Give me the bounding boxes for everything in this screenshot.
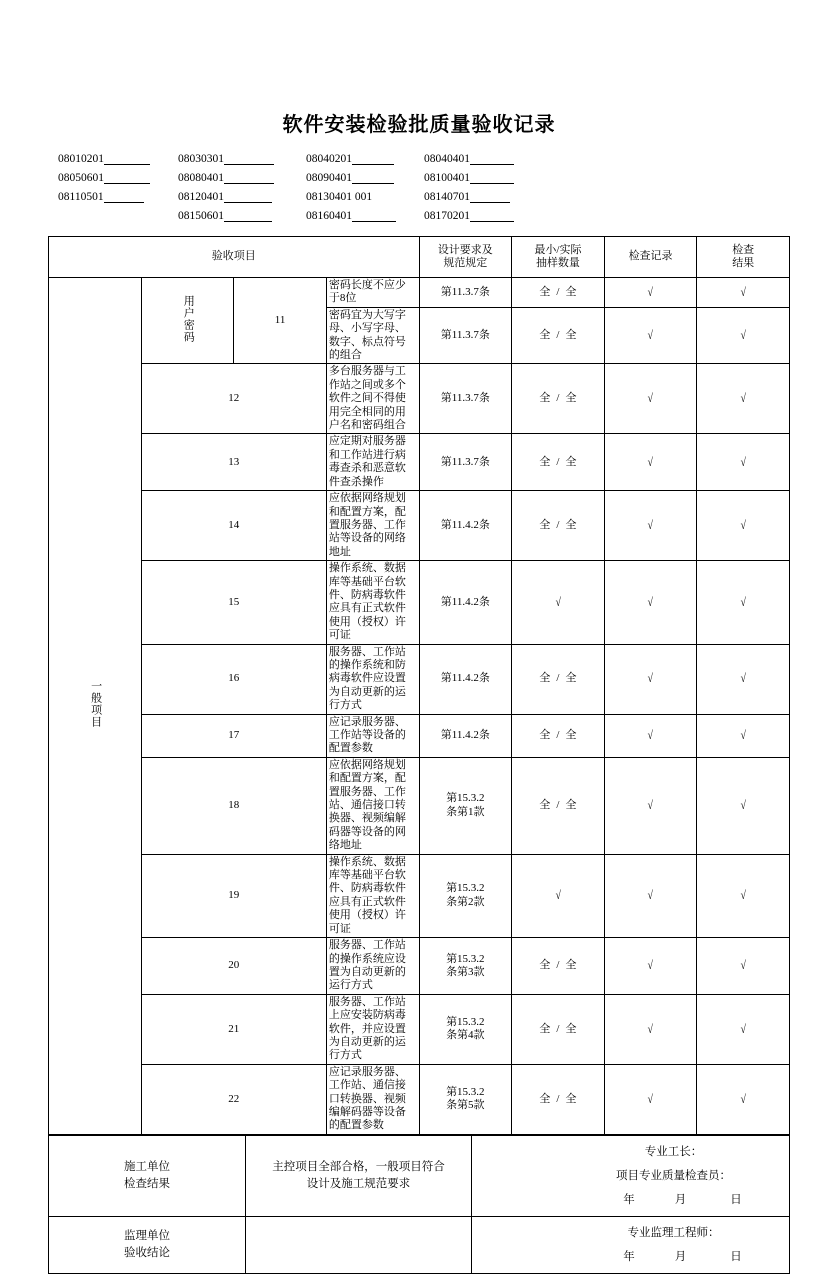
code-cell [424,210,514,222]
row-item: 服务器、工作站上应安装防病毒软件，并应设置为自动更新的运行方式 [326,994,419,1064]
check-mark-icon: √ [740,728,746,742]
qty-actual: 全 [565,518,577,531]
code-cell [424,191,510,203]
code-text: 08090401 [306,172,352,184]
supervision-conclusion [246,1217,472,1274]
sign-quality-inspector: 项目专业质量检查员： [616,1169,731,1182]
code-underline [470,210,514,222]
row-number: 14 [141,491,326,561]
row-item: 应依据网络规划和配置方案，配置服务器、工作站等设备的网络地址 [326,491,419,561]
qty-actual: 全 [565,1092,577,1105]
check-mark-icon: √ [740,594,746,609]
code-text: 08160401 [306,210,352,222]
qty-separator: / [556,328,560,341]
header-qty: 最小/实际 抽样数量 [512,237,605,278]
check-mark-icon: √ [740,888,746,903]
check-mark-icon: √ [647,454,654,469]
code-cell [424,172,514,184]
code-text: 08140701 [424,191,470,203]
row-spec: 第11.4.2条 [419,714,512,757]
row-spec: 第11.4.2条 [419,561,512,644]
row-result [697,434,790,491]
code-cell [178,172,306,184]
table-header-row [49,237,790,278]
code-text: 08040201 [306,153,352,165]
qty-separator: / [556,799,560,812]
code-cell [306,210,424,222]
row-result [697,757,790,854]
code-text: 08040401 [424,153,470,165]
construction-result-row [49,1135,790,1216]
check-mark-icon: √ [740,454,746,469]
header-record: 检查记录 [604,237,697,278]
row-spec: 第15.3.2 条第1款 [419,757,512,854]
row-record [604,854,697,937]
check-mark-icon: √ [740,517,746,532]
header-item: 验收项目 [49,237,420,278]
qty-separator: / [556,959,560,972]
sub-label-user-password: 用户密码 [141,278,234,364]
code-text: 08100401 [424,172,470,184]
row-number: 15 [141,561,326,644]
code-underline [224,172,274,184]
check-mark-icon: √ [647,594,654,609]
row-item: 密码长度不应少于8位 [326,278,419,308]
code-text: 08120401 [178,191,224,203]
code-cell [58,153,178,165]
code-underline [352,210,396,222]
qty-actual: 全 [565,455,577,468]
header-spec: 设计要求及 规范规定 [419,237,512,278]
row-result [697,854,790,937]
code-underline [104,172,150,184]
row-item: 应记录服务器、工作站、通信接口转换器、视频编解码器等设备的配置参数 [326,1064,419,1134]
qty-separator: / [556,1092,560,1105]
check-mark-icon: √ [647,888,654,903]
code-text: 08170201 [424,210,470,222]
qty-actual: 全 [565,959,577,972]
check-mark-icon: √ [740,798,746,813]
row-record [604,278,697,308]
date-day: 日 [730,1194,742,1207]
qty-separator: / [556,392,560,405]
qty-actual: 全 [565,285,577,298]
row-qty [512,994,605,1064]
row-spec: 第15.3.2 条第4款 [419,994,512,1064]
row-spec: 第15.3.2 条第5款 [419,1064,512,1134]
row-record [604,938,697,995]
code-text: 08080401 [178,172,224,184]
code-underline [104,153,150,165]
row-record [604,994,697,1064]
sign-foreman: 专业工长： [644,1145,703,1158]
row-result [697,714,790,757]
date-month: 月 [674,1194,687,1207]
code-underline [224,210,272,222]
code-cell [306,172,424,184]
row-result [697,364,790,434]
check-mark-icon: √ [740,284,746,299]
qty-actual: 全 [565,328,577,341]
row-qty [512,561,605,644]
code-cell [58,172,178,184]
check-mark-icon: √ [647,671,654,686]
code-text: 08130401 001 [306,191,373,203]
check-mark-icon: √ [740,958,746,973]
qty-min: 全 [539,1022,551,1035]
row-qty [512,714,605,757]
row-qty [512,1064,605,1134]
row-record [604,364,697,434]
code-underline [352,172,394,184]
code-cell [178,210,306,222]
check-mark-icon: √ [647,958,654,973]
code-underline [470,172,514,184]
code-text: 08050601 [58,172,104,184]
row-spec: 第11.4.2条 [419,644,512,714]
code-row [58,191,798,203]
row-record [604,644,697,714]
qty-min: 全 [539,285,551,298]
row-result [697,938,790,995]
table-row [49,994,790,1064]
code-cell [424,153,514,165]
code-underline [224,153,274,165]
qty-min: 全 [539,328,551,341]
supervision-signatures [472,1217,790,1274]
row-record [604,561,697,644]
code-underline [352,153,394,165]
row-record [604,757,697,854]
row-result [697,644,790,714]
code-row [58,153,798,165]
row-result [697,491,790,561]
row-item: 操作系统、数据库等基础平台软件、防病毒软件应具有正式软件使用（授权）许可证 [326,854,419,937]
row-result [697,561,790,644]
check-mark-icon: √ [647,391,654,406]
row-spec: 第11.3.7条 [419,278,512,308]
check-mark-icon: √ [740,1091,746,1106]
row-qty [512,278,605,308]
code-cell [178,153,306,165]
qty-min: 全 [539,672,551,685]
row-qty [512,307,605,364]
check-mark-icon: √ [647,1021,654,1036]
check-mark-icon: √ [647,1091,654,1106]
code-underline [224,191,272,203]
code-text: 08150601 [178,210,224,222]
table-row [49,561,790,644]
row-record [604,307,697,364]
table-row [49,1064,790,1134]
code-block [0,153,838,222]
qty-min: 全 [539,729,551,741]
row-spec: 第11.3.7条 [419,364,512,434]
qty-separator: / [556,455,560,468]
check-mark-icon: √ [647,284,654,299]
code-underline [470,191,510,203]
check-mark-icon: √ [555,888,561,903]
construction-label: 施工单位 检查结果 [49,1135,246,1216]
row-qty [512,491,605,561]
date-month: 月 [674,1251,687,1264]
qty-min: 全 [539,1092,551,1105]
table-row [49,364,790,434]
code-cell [58,191,178,203]
table-row [49,434,790,491]
sign-supervision-engineer: 专业监理工程师： [627,1227,720,1240]
row-result [697,307,790,364]
qty-min: 全 [539,959,551,972]
row-record [604,1064,697,1134]
row-item: 应定期对服务器和工作站进行病毒查杀和恶意软件查杀操作 [326,434,419,491]
qty-separator: / [556,285,560,298]
qty-separator: / [556,1022,560,1035]
row-qty [512,854,605,937]
check-mark-icon: √ [740,671,746,686]
qty-separator: / [556,518,560,531]
row-result [697,994,790,1064]
row-spec: 第11.3.7条 [419,307,512,364]
check-mark-icon: √ [740,327,746,342]
row-spec: 第15.3.2 条第3款 [419,938,512,995]
code-underline [104,191,144,203]
code-text: 08110501 [58,191,104,203]
row-qty [512,757,605,854]
row-result [697,1064,790,1134]
code-row [58,172,798,184]
check-mark-icon: √ [740,1021,746,1036]
row-number: 18 [141,757,326,854]
row-item: 服务器、工作站的操作系统和防病毒软件应设置为自动更新的运行方式 [326,644,419,714]
row-qty [512,644,605,714]
check-mark-icon: √ [555,594,561,609]
row-item: 多台服务器与工作站之间或多个软件之间不得使用完全相同的用户名和密码组合 [326,364,419,434]
row-spec: 第15.3.2 条第2款 [419,854,512,937]
row-item: 服务器、工作站的操作系统应设置为自动更新的运行方式 [326,938,419,995]
qty-min: 全 [539,392,551,405]
check-mark-icon: √ [647,327,654,342]
table-row [49,854,790,937]
code-cell [306,191,424,203]
table-row [49,938,790,995]
qty-actual: 全 [565,672,577,685]
inspection-table [48,236,790,1135]
construction-conclusion: 主控项目全部合格，一般项目符合 设计及施工规范要求 [246,1135,472,1216]
group-label-general: 一般项目 [49,278,142,1135]
table-row [49,491,790,561]
row-number: 16 [141,644,326,714]
qty-actual: 全 [565,1022,577,1035]
code-text: 08030301 [178,153,224,165]
row-result [697,278,790,308]
code-cell [178,191,306,203]
row-qty [512,434,605,491]
code-underline [470,153,514,165]
code-text: 08010201 [58,153,104,165]
row-number: 19 [141,854,326,937]
qty-min: 全 [539,799,551,812]
construction-signatures [472,1135,790,1216]
date-year: 年 [623,1251,635,1264]
row-number: 17 [141,714,326,757]
row-qty [512,938,605,995]
table-row [49,278,790,308]
supervision-result-row [49,1217,790,1274]
check-mark-icon: √ [647,517,654,532]
supervision-label: 监理单位 验收结论 [49,1217,246,1274]
qty-separator: / [556,729,560,741]
row-number: 21 [141,994,326,1064]
date-day: 日 [730,1251,742,1264]
code-cell [306,153,424,165]
code-row [58,210,798,222]
row-number: 13 [141,434,326,491]
row-spec: 第11.4.2条 [419,491,512,561]
qty-actual: 全 [565,392,577,405]
row-qty [512,364,605,434]
check-mark-icon: √ [647,798,654,813]
qty-actual: 全 [565,799,577,812]
row-record [604,434,697,491]
row-item: 应依据网络规划和配置方案，配置服务器、工作站、通信接口转换器、视频编解码器等设备的网络地址 [326,757,419,854]
row-number: 22 [141,1064,326,1134]
date-year: 年 [623,1194,635,1207]
header-result: 检查 结果 [697,237,790,278]
check-mark-icon: √ [740,391,746,406]
row-item: 密码宜为大写字母、小写字母、数字、标点符号的组合 [326,307,419,364]
row-record [604,714,697,757]
qty-min: 全 [539,518,551,531]
row-record [604,491,697,561]
qty-min: 全 [539,455,551,468]
page-title: 软件安装检验批质量验收记录 [282,114,556,136]
row-number: 20 [141,938,326,995]
table-row [49,644,790,714]
table-row [49,714,790,757]
supervision-date [476,1245,785,1269]
qty-separator: / [556,672,560,685]
row-item: 操作系统、数据库等基础平台软件、防病毒软件应具有正式软件使用（授权）许可证 [326,561,419,644]
footer-table [48,1135,790,1274]
table-row [49,757,790,854]
check-mark-icon: √ [647,728,654,742]
row-number: 12 [141,364,326,434]
qty-actual: 全 [565,729,577,741]
construction-date [476,1188,785,1212]
row-item: 应记录服务器、工作站等设备的配置参数 [326,714,419,757]
row-number: 11 [234,278,327,364]
row-spec: 第11.3.7条 [419,434,512,491]
